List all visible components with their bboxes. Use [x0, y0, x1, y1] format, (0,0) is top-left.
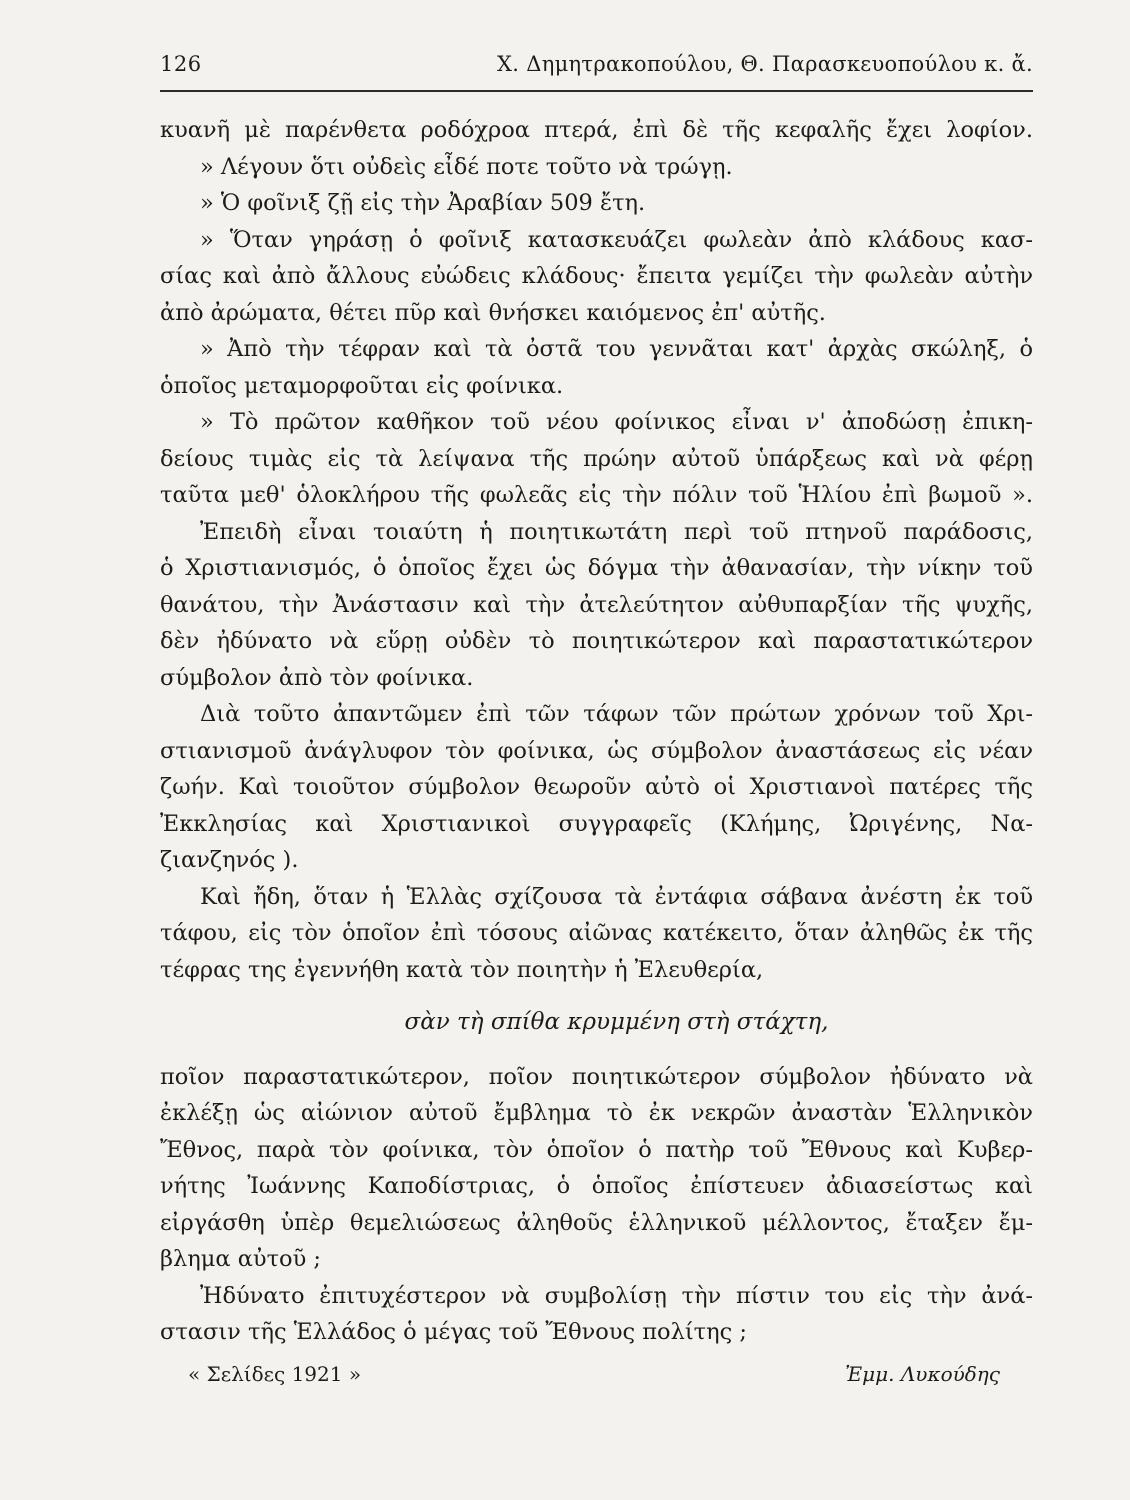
text-line: » Τὸ πρῶτον καθῆκον τοῦ νέου φοίνικος εἶναι ν' ἀποδώσῃ ἐπικη-	[200, 409, 1033, 435]
text-line: » Ἀπὸ τὴν τέφραν καὶ τὰ ὀστᾶ του γεννᾶται κατ' ἀρχὰς σκώληξ, ὁ	[200, 336, 1033, 362]
text-line: Ἐκκλησίας καὶ Χριστιανικοὶ συγγραφεῖς (Κλήμης, Ὠριγένης, Να-	[160, 810, 1033, 837]
text-line: Ἔθνος, παρὰ τὸν φοίνικα, τὸν ὁποῖον ὁ πατὴρ τοῦ Ἔθνους καὶ Κυβερ-	[160, 1136, 1033, 1163]
text-line: ἐκλέξῃ ὡς αἰώνιον αὐτοῦ ἔμβλημα τὸ ἐκ νεκρῶν ἀναστὰν Ἑλληνικὸν	[160, 1100, 1033, 1126]
text-line: βλημα αὐτοῦ ;	[160, 1246, 321, 1272]
text-line: σίας καὶ ἀπὸ ἄλλους εὐώδεις κλάδους· ἔπειτα γεμίζει τὴν φωλεὰν αὐτὴν	[160, 263, 1033, 289]
text-line: κυανῆ μὲ παρένθετα ροδόχροα πτερά, ἐπὶ δὲ τῆς κεφαλῆς ἔχει λοφίον.	[160, 117, 1033, 143]
text-line: Καὶ ἤδη, ὅταν ἡ Ἑλλὰς σχίζουσα τὰ ἐντάφια σάβανα ἀνέστη ἐκ τοῦ	[200, 883, 1033, 910]
page-number: 126	[160, 52, 202, 76]
text-line: » Ὁ φοῖνιξ ζῇ εἰς τὴν Ἀραβίαν 509 ἔτη.	[200, 190, 646, 216]
text-line: στιανισμοῦ ἀνάγλυφον τὸν φοίνικα, ὡς σύμβολον ἀναστάσεως εἰς νέαν	[160, 737, 1033, 764]
text-line: ζωήν. Καὶ τοιοῦτον σύμβολον θεωροῦν αὐτὸ οἱ Χριστιανοὶ πατέρες τῆς	[160, 774, 1033, 800]
text-line: ἀπὸ ἀρώματα, θέτει πῦρ καὶ θνήσκει καιόμενος ἐπ' αὐτῆς.	[160, 299, 826, 326]
running-head: Χ. Δημητρακοπούλου, Θ. Παρασκευοπούλου κ. ἄ.	[497, 52, 1033, 76]
verse-spacer	[160, 1041, 1033, 1059]
text-line: στασιν τῆς Ἑλλάδος ὁ μέγας τοῦ Ἔθνους πολίτης ;	[160, 1319, 747, 1345]
text-line: Διὰ τοῦτο ἀπαντῶμεν ἐπὶ τῶν τάφων τῶν πρώτων χρόνων τοῦ Χρι-	[200, 701, 1033, 727]
text-line: νήτης Ἰωάννης Καποδίστριας, ὁ ὁποῖος ἐπίστευεν ἀδιασείστως καὶ	[160, 1173, 1033, 1199]
text-line: Ἐπειδὴ εἶναι τοιαύτη ἡ ποιητικωτάτη περὶ τοῦ πτηνοῦ παράδοσις,	[200, 518, 1033, 545]
text-line: ποῖον παραστατικώτερον, ποῖον ποιητικώτερον σύμβολον ἠδύνατο νὰ	[160, 1063, 1033, 1090]
text-line: δείους τιμὰς εἰς τὰ λείψανα τῆς πρώην αὐτοῦ ὑπάρξεως καὶ νὰ φέρῃ	[160, 445, 1033, 472]
text-line: εἰργάσθη ὑπὲρ θεμελιώσεως ἀληθοῦς ἑλληνικοῦ μέλλοντος, ἔταξεν ἔμ-	[160, 1209, 1033, 1236]
body-text	[160, 112, 1033, 1351]
text-line: ὁ Χριστιανισμός, ὁ ὁποῖος ἔχει ὡς δόγμα τὴν ἀθανασίαν, τὴν νίκην τοῦ	[160, 555, 1033, 581]
text-line: » Λέγουν ὅτι οὐδεὶς εἶδέ ποτε τοῦτο νὰ τρώγῃ.	[200, 153, 733, 180]
text-line: τάφου, εἰς τὸν ὁποῖον ἐπὶ τόσους αἰῶνας κατέκειτο, ὅταν ἀληθῶς ἐκ τῆς	[160, 920, 1033, 946]
page-header	[160, 52, 1033, 92]
text-line: ζιανζηνός ).	[160, 847, 299, 873]
text-line: Ἠδύνατο ἐπιτυχέστερον νὰ συμβολίσῃ τὴν πίστιν του εἰς τὴν ἀνά-	[200, 1282, 1033, 1309]
text-line: τέφρας της ἐγεννήθη κατὰ τὸν ποιητὴν ἡ Ἐλευθερία,	[160, 956, 764, 983]
source-citation: « Σελίδες 1921 »	[188, 1362, 362, 1386]
text-line: ταῦτα μεθ' ὁλοκλήρου τῆς φωλεᾶς εἰς τὴν πόλιν τοῦ Ἡλίου ἐπὶ βωμοῦ ».	[160, 482, 1033, 508]
author-name: Ἐμμ. Λυκούδης	[845, 1362, 1000, 1386]
verse-line: σὰν τὴ σπίθα κρυμμένη στὴ στάχτη,	[404, 1009, 829, 1035]
verse-spacer	[160, 988, 1033, 1004]
text-line: θανάτου, τὴν Ἀνάστασιν καὶ τὴν ἀτελεύτητον αὐθυπαρξίαν τῆς ψυχῆς,	[160, 591, 1033, 618]
text-line: σύμβολον ἀπὸ τὸν φοίνικα.	[160, 664, 474, 691]
text-line: » Ὅταν γηράσῃ ὁ φοῖνιξ κατασκευάζει φωλεὰν ἀπὸ κλάδους κασ-	[200, 226, 1033, 253]
text-line: δὲν ἠδύνατο νὰ εὕρῃ οὐδὲν τὸ ποιητικώτερον καὶ παραστατικώτερον	[160, 628, 1033, 654]
text-line: ὁποῖος μεταμορφοῦται εἰς φοίνικα.	[160, 372, 564, 399]
